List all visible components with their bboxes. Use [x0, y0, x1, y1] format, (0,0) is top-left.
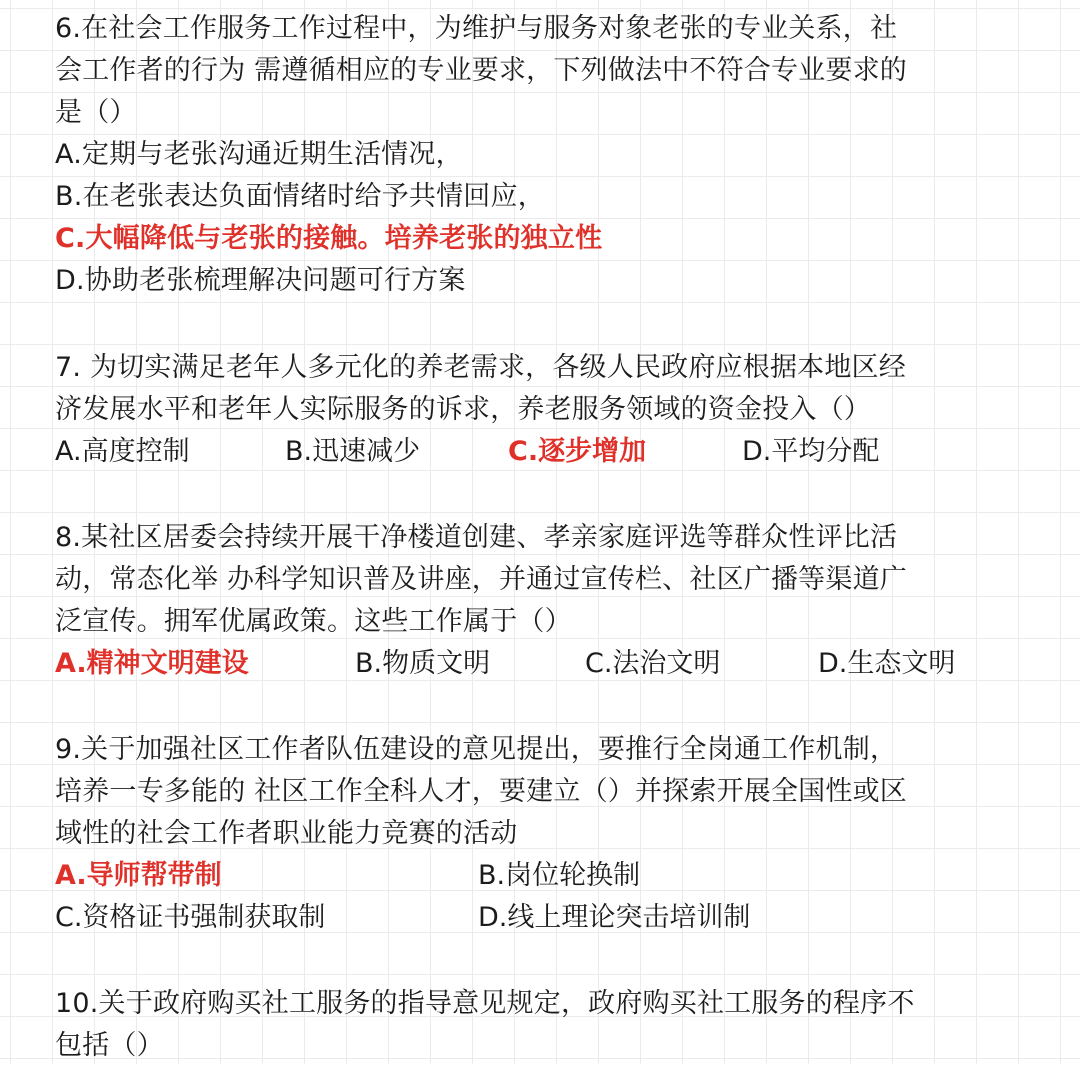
question-7-option-a: A.高度控制	[55, 436, 190, 467]
question-8-option-d: D.生态文明	[818, 648, 956, 679]
question-9-option-d: D.线上理论突击培训制	[478, 902, 751, 933]
question-6-stem-line-2: 会工作者的行为 需遵循相应的专业要求，下列做法中不符合专业要求的	[55, 55, 907, 86]
question-9-stem-line-1: 9.关于加强社区工作者队伍建设的意见提出，要推行全岗通工作机制，	[55, 734, 898, 765]
question-8-stem-line-3: 泛宣传。拥军优属政策。这些工作属于（）	[55, 606, 572, 637]
question-9-stem-line-2: 培养一专多能的 社区工作全科人才，要建立（）并探索开展全国性或区	[55, 776, 907, 807]
question-6-option-a: A.定期与老张沟通近期生活情况，	[55, 139, 463, 170]
question-8-option-b: B.物质文明	[355, 648, 491, 679]
question-7-option-c-answer: C.逐步增加	[508, 436, 647, 467]
question-8-option-c: C.法治文明	[585, 648, 721, 679]
question-6-option-d: D.协助老张梳理解决问题可行方案	[55, 265, 466, 296]
question-6-stem-line-3: 是（）	[55, 97, 137, 128]
question-6-option-b: B.在老张表达负面情绪时给予共情回应，	[55, 181, 545, 212]
question-6-option-c-answer: C.大幅降低与老张的接触。培养老张的独立性	[55, 223, 603, 254]
question-8-stem-line-2: 动，常态化举 办科学知识普及讲座，并通过宣传栏、社区广播等渠道广	[55, 564, 907, 595]
question-8-option-a-answer: A.精神文明建设	[55, 648, 249, 679]
question-9-option-c: C.资格证书强制获取制	[55, 902, 326, 933]
question-7-option-b: B.迅速减少	[285, 436, 421, 467]
question-6-stem-line-1: 6.在社会工作服务工作过程中，为维护与服务对象老张的专业关系，社	[55, 13, 898, 44]
question-7-option-d: D.平均分配	[742, 436, 880, 467]
question-9-stem-line-3: 域性的社会工作者职业能力竞赛的活动	[55, 818, 518, 849]
question-9-option-a-answer: A.导师帮带制	[55, 860, 222, 891]
question-8-stem-line-1: 8.某社区居委会持续开展干净楼道创建、孝亲家庭评选等群众性评比活	[55, 522, 898, 553]
question-7-stem-line-2: 济发展水平和老年人实际服务的诉求，养老服务领域的资金投入（）	[55, 394, 871, 425]
question-9-option-b: B.岗位轮换制	[478, 860, 641, 891]
question-10-stem-line-1: 10.关于政府购买社工服务的指导意见规定，政府购买社工服务的程序不	[55, 988, 915, 1019]
question-10-stem-line-2: 包括（）	[55, 1030, 164, 1061]
question-7-stem-line-1: 7. 为切实满足老年人多元化的养老需求，各级人民政府应根据本地区经	[55, 352, 906, 383]
